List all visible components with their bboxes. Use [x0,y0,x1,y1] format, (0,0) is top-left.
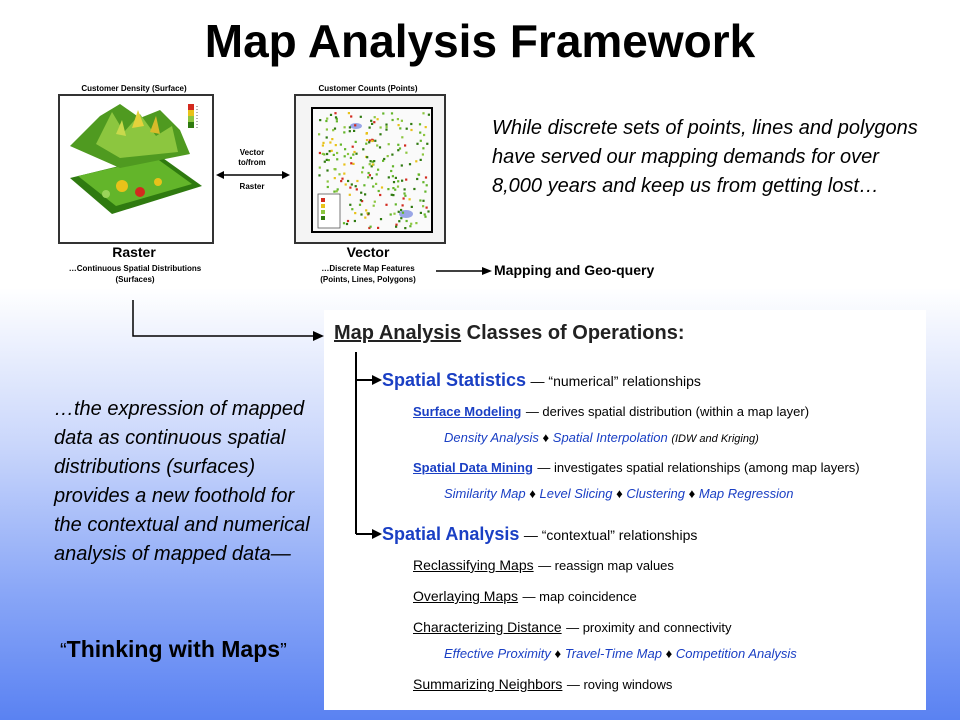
map-point [333,154,335,156]
vector-panel [294,94,446,244]
map-point [352,154,354,156]
map-point [426,207,428,209]
map-point [326,159,328,161]
raster-subtitle-2: (Surfaces) [115,275,155,284]
map-point [409,163,411,165]
map-point [418,174,420,176]
operations-title-rest: Classes of Operations: [461,322,685,344]
map-point [387,155,389,157]
map-point [415,160,417,162]
map-point [373,121,375,123]
map-point [328,159,330,161]
map-point [395,177,397,179]
map-point [372,185,374,187]
open-quote: “ [60,640,67,662]
overlaying-desc: — map coincidence [522,589,637,604]
map-point [350,162,352,164]
vector-points-map [296,96,444,242]
characterizing-desc: — proximity and connectivity [566,620,732,635]
overlaying-row [413,588,637,606]
similarity-map-item: Similarity Map [444,486,526,501]
map-point [395,226,397,228]
map-point [390,170,392,172]
map-point [326,153,328,155]
map-point [394,189,396,191]
spatial-analysis-name: Spatial Analysis [382,524,520,544]
map-point [403,197,405,199]
map-point [419,132,421,134]
vector-subtitle-2: (Points, Lines, Polygons) [320,275,416,284]
map-point [372,163,374,165]
expression-text: …the expression of mapped data as continuous spatial distributions (surfaces) provides a new foothold for the contextual and numerical analysis of mapped data— [54,398,310,565]
effective-proximity-item: Effective Proximity [444,646,551,661]
map-point [318,133,320,135]
raster-panel [58,94,214,244]
map-point [360,213,362,215]
map-point [383,158,385,160]
characterizing-row [413,619,732,637]
map-point [338,173,340,175]
map-point [359,204,361,206]
map-point [405,179,407,181]
map-point [319,167,321,169]
map-point [379,133,381,135]
close-quote: ” [280,640,287,662]
map-point [365,143,367,145]
map-point [351,183,353,185]
map-point [368,172,370,174]
map-point [326,118,328,120]
map-point [386,126,388,128]
map-point [368,212,370,214]
map-point [355,141,357,143]
map-point [376,173,378,175]
map-point [416,143,418,145]
map-point [349,187,351,189]
map-point [355,153,357,155]
diamond-separator-icon: ♦ [542,430,550,445]
map-point [318,174,320,176]
map-point [347,220,349,222]
map-point [348,112,350,114]
map-point [322,153,324,155]
map-point [371,123,373,125]
map-point [402,204,404,206]
map-point [371,177,373,179]
map-point [327,186,329,188]
spatial-interpolation-item: Spatial Interpolation [552,430,668,445]
map-point [368,141,370,143]
map-point [398,211,400,213]
map-point [366,133,368,135]
diamond-separator-icon: ♦ [529,486,536,501]
map-point [382,112,384,114]
map-point [387,188,389,190]
map-point [422,205,424,207]
map-point [409,198,411,200]
diamond-separator-icon: ♦ [665,646,673,661]
map-point [354,212,356,214]
thinking-with-maps [60,636,287,663]
map-point [345,183,347,185]
surface-modeling-row [413,403,809,421]
map-point [398,220,400,222]
map-point [370,226,372,228]
map-point [409,225,411,227]
map-point [377,227,379,229]
map-point [410,123,412,125]
map-point [366,156,368,158]
map-point [364,217,366,219]
surface-items-row [444,430,759,445]
surface-modeling-desc: — derives spatial distribution (within a map layer) [525,404,810,419]
map-point [327,180,329,182]
map-point [398,124,400,126]
map-point [404,144,406,146]
map-point [351,208,353,210]
map-point [393,181,395,183]
map-point [422,153,424,155]
map-point [377,169,379,171]
map-point [340,180,342,182]
map-point [373,160,375,162]
distance-items-row [444,646,797,661]
map-point [395,224,397,226]
map-point [363,184,365,186]
map-point [350,157,352,159]
vector-label: Vector [346,244,390,260]
map-point [355,185,357,187]
map-point [362,148,364,150]
map-point [335,144,337,146]
map-point [406,220,408,222]
map-point [365,209,367,211]
vector-subtitle-1: …Discrete Map Features [321,264,415,273]
map-point [405,152,407,154]
map-point [378,190,380,192]
map-point [374,116,376,118]
map-point [360,199,362,201]
map-point [333,191,335,193]
map-point [337,188,339,190]
double-arrow-icon [216,168,290,182]
map-point [354,124,356,126]
map-point [353,130,355,132]
map-point [369,174,371,176]
map-point [373,205,375,207]
map-point [423,134,425,136]
map-regression-item: Map Regression [698,486,794,501]
map-point [402,212,404,214]
map-point [336,120,338,122]
map-point [390,213,392,215]
map-point [360,116,362,118]
map-point [411,206,413,208]
map-point [353,151,355,153]
map-point [399,127,401,129]
map-point [395,203,397,205]
map-point [336,158,338,160]
operations-title [334,322,685,345]
map-point [427,210,429,212]
page-title: Map Analysis Framework [204,15,756,67]
map-point [349,204,351,206]
map-point [404,227,406,229]
map-point [406,128,408,130]
mining-items-row [444,486,793,501]
spatial-analysis-desc: — “contextual” relationships [523,527,698,543]
map-point [381,186,383,188]
map-point [334,177,336,179]
mapping-geoquery-label: Mapping and Geo-query [494,262,655,278]
map-point [404,195,406,197]
map-point [334,128,336,130]
map-point [326,136,328,138]
map-point [400,209,402,211]
diamond-separator-icon: ♦ [616,486,623,501]
map-point [370,160,372,162]
travel-time-map-item: Travel-Time Map [564,646,662,661]
map-point [343,173,345,175]
spatial-analysis-heading [382,524,697,545]
map-point [343,163,345,165]
map-point [360,192,362,194]
map-point [420,140,422,142]
diamond-separator-icon: ♦ [688,486,696,501]
map-point [319,152,321,154]
map-point [422,200,424,202]
elbow-arrow-icon [128,300,328,346]
map-point [422,112,424,114]
map-point [388,176,390,178]
conversion-line-1: Vector [239,148,265,157]
map-point [370,120,372,122]
map-point [361,171,363,173]
summarizing-row [413,676,672,694]
map-point [413,188,415,190]
reclassifying-row [413,557,674,575]
map-point [322,142,324,144]
map-point [416,178,418,180]
map-point [366,139,368,141]
map-point [377,118,379,120]
map-point [362,167,364,169]
map-point [319,119,321,121]
data-mining-name: Spatial Data Mining [413,460,533,475]
map-point [392,119,394,121]
map-point [397,118,399,120]
map-point [344,155,346,157]
competition-analysis-item: Competition Analysis [675,646,797,661]
map-point [379,146,381,148]
map-point [391,112,393,114]
map-point [371,140,373,142]
map-point [374,201,376,203]
clustering-item: Clustering [626,486,685,501]
map-point [367,176,369,178]
vector-caption: Customer Counts (Points) [318,84,418,93]
reclassifying-name: Reclassifying Maps [413,557,534,573]
map-point [347,180,349,182]
map-point [349,194,351,196]
map-point [374,140,376,142]
spatial-statistics-desc: — “numerical” relationships [530,373,701,389]
map-point [346,223,348,225]
map-point [336,190,338,192]
overlaying-name: Overlaying Maps [413,588,519,604]
map-point [380,218,382,220]
reclassifying-desc: — reassign map values [538,558,674,573]
map-point [335,116,337,118]
map-point [410,223,412,225]
map-point [341,178,343,180]
map-point [340,144,342,146]
map-point [331,150,333,152]
map-point [419,199,421,201]
characterizing-name: Characterizing Distance [413,619,562,635]
map-point [334,112,336,114]
map-point [425,126,427,128]
map-point [375,183,377,185]
map-point [343,131,345,133]
map-point [347,153,349,155]
map-point [324,161,326,163]
map-point [385,129,387,131]
diamond-separator-icon: ♦ [554,646,562,661]
map-point [425,176,427,178]
map-point [331,138,333,140]
map-point [410,129,412,131]
raster-subtitle-1: …Continuous Spatial Distributions [68,264,202,273]
map-point [322,144,324,146]
map-point [344,126,346,128]
thinking-text: Thinking with Maps [66,636,281,662]
summarizing-name: Summarizing Neighbors [413,676,563,692]
conversion-line-2: to/from [238,158,266,167]
data-mining-desc: — investigates spatial relationships (among map layers) [537,460,860,475]
map-point [330,114,332,116]
map-point [356,188,358,190]
map-point [354,220,356,222]
raster-surface-image [60,96,212,242]
map-point [385,124,387,126]
operations-box [324,310,926,710]
map-point [350,115,352,117]
interpolation-note: (IDW and Kriging) [671,433,759,445]
map-point [415,222,417,224]
map-point [391,154,393,156]
map-point [352,163,354,165]
map-point [349,130,351,132]
level-slicing-item: Level Slicing [539,486,613,501]
map-point [428,114,430,116]
map-point [329,141,331,143]
map-point [403,192,405,194]
map-point [385,204,387,206]
map-point [326,128,328,130]
surface-modeling-name: Surface Modeling [413,404,522,419]
operations-title-underlined: Map Analysis [334,322,462,344]
map-point [401,180,403,182]
map-point [380,126,382,128]
map-point [392,165,394,167]
map-point [379,194,381,196]
map-point [369,163,371,165]
map-point [334,168,336,170]
map-point [392,175,394,177]
map-point [401,120,403,122]
map-point [424,191,426,193]
map-point [422,147,424,149]
map-point [422,181,424,183]
map-point [329,150,331,152]
map-point [326,169,328,171]
map-point [401,136,403,138]
map-point [391,194,393,196]
spatial-statistics-heading [382,370,701,391]
raster-caption: Customer Density (Surface) [81,84,187,93]
spatial-statistics-name: Spatial Statistics [382,370,527,390]
map-point [352,146,354,148]
map-point [424,213,426,215]
conversion-line-3: Raster [239,182,265,191]
map-point [349,126,351,128]
map-point [397,180,399,182]
map-point [369,127,371,129]
map-point [420,212,422,214]
map-point [397,149,399,151]
raster-label: Raster [112,244,156,260]
map-point [397,144,399,146]
map-point [420,159,422,161]
map-point [426,143,428,145]
map-point [419,123,421,125]
map-point [325,120,327,122]
right-arrow-icon [436,264,492,278]
map-point [364,193,366,195]
intro-text: While discrete sets of points, lines and polygons have served our mapping demands for over 8,000 years and keep us from getting lost… [492,117,918,197]
density-analysis-item: Density Analysis [444,430,539,445]
map-point [397,186,399,188]
data-mining-row [413,459,860,477]
map-point [376,144,378,146]
map-point [393,213,395,215]
summarizing-desc: — roving windows [566,677,673,692]
map-point [343,222,345,224]
map-point [424,216,426,218]
map-point [426,184,428,186]
map-point [401,164,403,166]
map-point [400,217,402,219]
map-point [336,152,338,154]
map-point [388,143,390,145]
map-point [404,188,406,190]
map-point [344,148,346,150]
map-point [356,180,358,182]
